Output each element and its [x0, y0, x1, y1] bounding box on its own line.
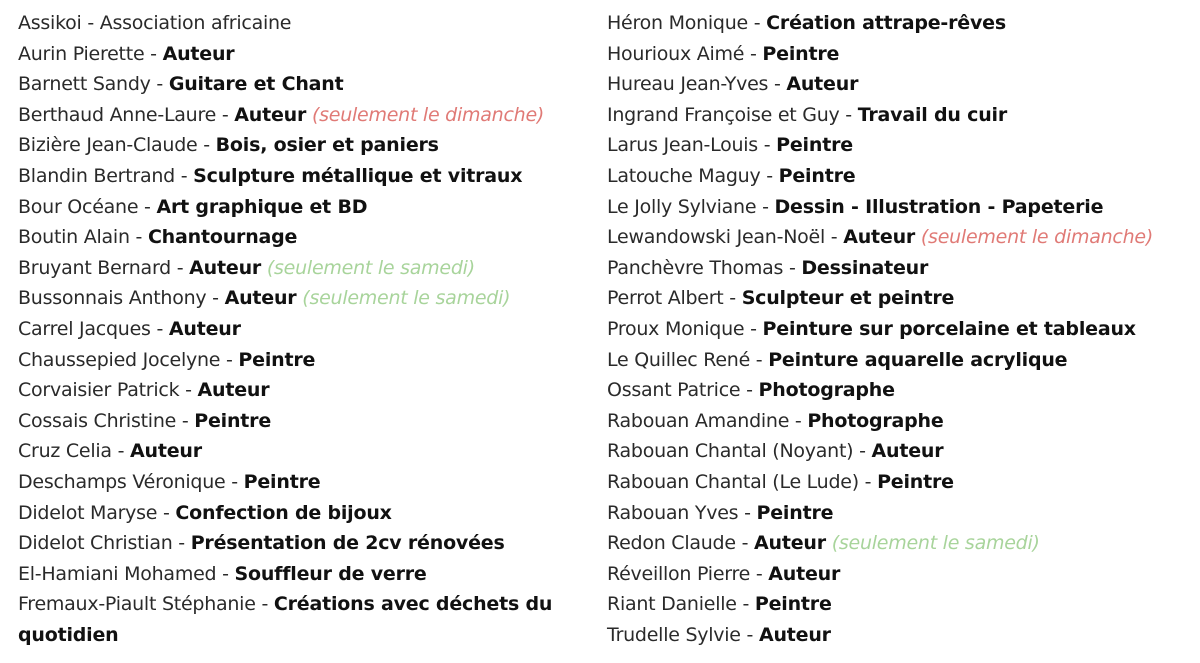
exhibitor-entry	[607, 161, 1197, 192]
exhibitor-entry	[18, 192, 593, 223]
exhibitor-name: Aurin Pierette -	[18, 42, 163, 65]
exhibitor-name: Ossant Patrice -	[607, 379, 759, 402]
exhibitor-entry	[18, 100, 593, 131]
exhibitor-entry	[607, 283, 1197, 314]
exhibitor-name: Trudelle Sylvie -	[607, 623, 759, 646]
exhibitor-activity: Auteur	[129, 440, 202, 463]
exhibitor-activity: Bois, osier et paniers	[215, 134, 439, 157]
exhibitor-name: Assikoi - Association africaine	[18, 12, 292, 34]
exhibitor-name: Perrot Albert -	[607, 287, 742, 310]
exhibitor-entry	[607, 8, 1197, 39]
exhibitor-activity: Sculpteur et peintre	[741, 287, 955, 310]
exhibitor-name: Rabouan Amandine -	[607, 409, 808, 432]
exhibitor-activity: Dessin - Illustration - Papeterie	[774, 195, 1104, 218]
exhibitor-entry	[18, 314, 593, 345]
exhibitor-activity: Peintre	[778, 164, 856, 187]
exhibitor-entry	[607, 69, 1197, 100]
exhibitor-entry	[607, 589, 1197, 620]
exhibitor-entry	[607, 498, 1197, 529]
exhibitor-entry	[18, 559, 593, 590]
exhibitor-name: Hourioux Aimé -	[607, 42, 763, 65]
exhibitor-name: Boutin Alain -	[18, 226, 148, 249]
exhibitor-entry	[607, 375, 1197, 406]
exhibitor-activity: Peintre	[776, 134, 853, 157]
exhibitor-entry	[607, 620, 1197, 651]
exhibitor-entry	[18, 69, 593, 100]
exhibitor-entry	[607, 314, 1197, 345]
exhibitor-entry	[607, 130, 1197, 161]
exhibitor-entry	[607, 345, 1197, 376]
exhibitor-activity: Peintre	[238, 348, 316, 371]
exhibitor-entry	[18, 528, 593, 559]
availability-note: (seulement le dimanche)	[311, 103, 545, 126]
exhibitor-entry	[607, 467, 1197, 498]
exhibitor-activity: Peintre	[877, 470, 954, 493]
exhibitor-activity: Créations avec déchets du quotidien	[18, 593, 553, 646]
exhibitor-entry	[18, 467, 593, 498]
exhibitor-entry	[18, 130, 593, 161]
availability-note: (seulement le samedi)	[831, 532, 1040, 555]
exhibitor-name: Berthaud Anne-Laure -	[18, 103, 235, 126]
exhibitor-name: Cossais Christine -	[18, 409, 195, 432]
exhibitor-activity: Travail du cuir	[857, 103, 1008, 126]
exhibitor-activity: Auteur	[786, 73, 859, 96]
exhibitor-entry	[18, 345, 593, 376]
exhibitor-entry	[607, 528, 1197, 559]
exhibitor-activity: Chantournage	[147, 226, 298, 249]
exhibitor-activity: Auteur	[843, 226, 916, 249]
availability-note: (seulement le samedi)	[266, 256, 475, 279]
exhibitor-activity: Auteur	[162, 42, 235, 65]
exhibitor-activity: Peintre	[194, 409, 272, 432]
exhibitor-name: Blandin Bertrand -	[18, 164, 194, 187]
exhibitor-name: Fremaux-Piault Stéphanie -	[18, 593, 274, 616]
exhibitor-name: Lewandowski Jean-Noël -	[607, 226, 844, 249]
exhibitor-activity: Confection de bijoux	[175, 501, 392, 524]
exhibitor-activity: Auteur	[189, 256, 262, 279]
exhibitor-entry	[18, 8, 593, 39]
exhibitor-name: Le Jolly Sylviane -	[607, 195, 775, 218]
exhibitor-entry	[607, 436, 1197, 467]
availability-note: (seulement le dimanche)	[920, 226, 1154, 249]
exhibitor-activity: Guitare et Chant	[168, 73, 344, 96]
exhibitor-entry	[18, 253, 593, 284]
exhibitor-entry	[18, 222, 593, 253]
exhibitor-activity: Auteur	[197, 379, 270, 402]
exhibitor-name: Rabouan Yves -	[607, 501, 757, 524]
exhibitor-name: Rabouan Chantal (Le Lude) -	[607, 470, 878, 493]
exhibitor-activity: Peintre	[754, 593, 832, 616]
exhibitor-activity: Auteur	[758, 623, 831, 646]
exhibitor-name: Rabouan Chantal (Noyant) -	[607, 440, 872, 463]
exhibitor-entry	[607, 100, 1197, 131]
exhibitor-activity: Peinture sur porcelaine et tableaux	[762, 317, 1136, 340]
availability-note: (seulement le samedi)	[302, 287, 511, 310]
exhibitor-entry	[607, 192, 1197, 223]
exhibitor-entry	[607, 222, 1197, 253]
exhibitor-name: Didelot Maryse -	[18, 501, 176, 524]
exhibitor-entry	[607, 39, 1197, 70]
exhibitor-activity: Art graphique et BD	[156, 195, 368, 218]
exhibitor-name: Bussonnais Anthony -	[18, 287, 225, 310]
exhibitor-entry	[18, 283, 593, 314]
exhibitor-name: Héron Monique -	[607, 12, 767, 34]
exhibitor-entry	[18, 39, 593, 70]
exhibitor-name: Ingrand Françoise et Guy -	[607, 103, 858, 126]
exhibitor-name: Redon Claude -	[607, 532, 754, 555]
exhibitor-entry	[18, 436, 593, 467]
exhibitor-activity: Sculpture métallique et vitraux	[193, 164, 523, 187]
exhibitor-name: Carrel Jacques -	[18, 317, 169, 340]
exhibitor-name: Proux Monique -	[607, 317, 763, 340]
exhibitor-name: Deschamps Véronique -	[18, 470, 244, 493]
exhibitor-name: Réveillon Pierre -	[607, 562, 769, 585]
exhibitor-name: El-Hamiani Mohamed -	[18, 562, 235, 585]
exhibitor-activity: Auteur	[768, 562, 841, 585]
right-column	[607, 8, 1197, 650]
exhibitor-name: Larus Jean-Louis -	[607, 134, 777, 157]
exhibitor-activity: Peinture aquarelle acrylique	[768, 348, 1068, 371]
exhibitor-entry	[18, 589, 593, 650]
exhibitor-name: Corvaisier Patrick -	[18, 379, 198, 402]
exhibitor-name: Bruyant Bernard -	[18, 256, 190, 279]
exhibitor-entry	[607, 559, 1197, 590]
exhibitor-name: Chaussepied Jocelyne -	[18, 348, 239, 371]
exhibitor-activity: Auteur	[871, 440, 944, 463]
exhibitor-name: Le Quillec René -	[607, 348, 769, 371]
exhibitor-activity: Auteur	[234, 103, 307, 126]
exhibitor-name: Didelot Christian -	[18, 532, 191, 555]
exhibitor-activity: Dessinateur	[801, 256, 929, 279]
exhibitor-activity: Création attrape-rêves	[766, 12, 1006, 34]
exhibitor-entry	[18, 406, 593, 437]
exhibitor-name: Hureau Jean-Yves -	[607, 73, 787, 96]
exhibitor-name: Riant Danielle -	[607, 593, 755, 616]
exhibitor-name: Latouche Maguy -	[607, 164, 779, 187]
exhibitor-activity: Auteur	[168, 317, 241, 340]
exhibitor-activity: Auteur	[224, 287, 297, 310]
exhibitor-entry	[18, 375, 593, 406]
exhibitor-activity: Auteur	[753, 532, 826, 555]
exhibitor-entry	[607, 406, 1197, 437]
exhibitor-name: Cruz Celia -	[18, 440, 130, 463]
exhibitor-activity: Photographe	[758, 379, 895, 402]
exhibitor-activity: Peintre	[762, 42, 840, 65]
exhibitor-activity: Photographe	[807, 409, 944, 432]
exhibitor-activity: Présentation de 2cv rénovées	[190, 532, 505, 555]
exhibitor-activity: Peintre	[756, 501, 834, 524]
exhibitor-name: Barnett Sandy -	[18, 73, 169, 96]
exhibitor-activity: Peintre	[243, 470, 321, 493]
exhibitor-name: Bour Océane -	[18, 195, 157, 218]
exhibitor-activity: Souffleur de verre	[234, 562, 427, 585]
exhibitor-entry	[18, 498, 593, 529]
exhibitor-name: Panchèvre Thomas -	[607, 256, 802, 279]
exhibitor-entry	[18, 161, 593, 192]
exhibitor-entry	[607, 253, 1197, 284]
left-column	[18, 8, 593, 650]
exhibitor-name: Bizière Jean-Claude -	[18, 134, 216, 157]
